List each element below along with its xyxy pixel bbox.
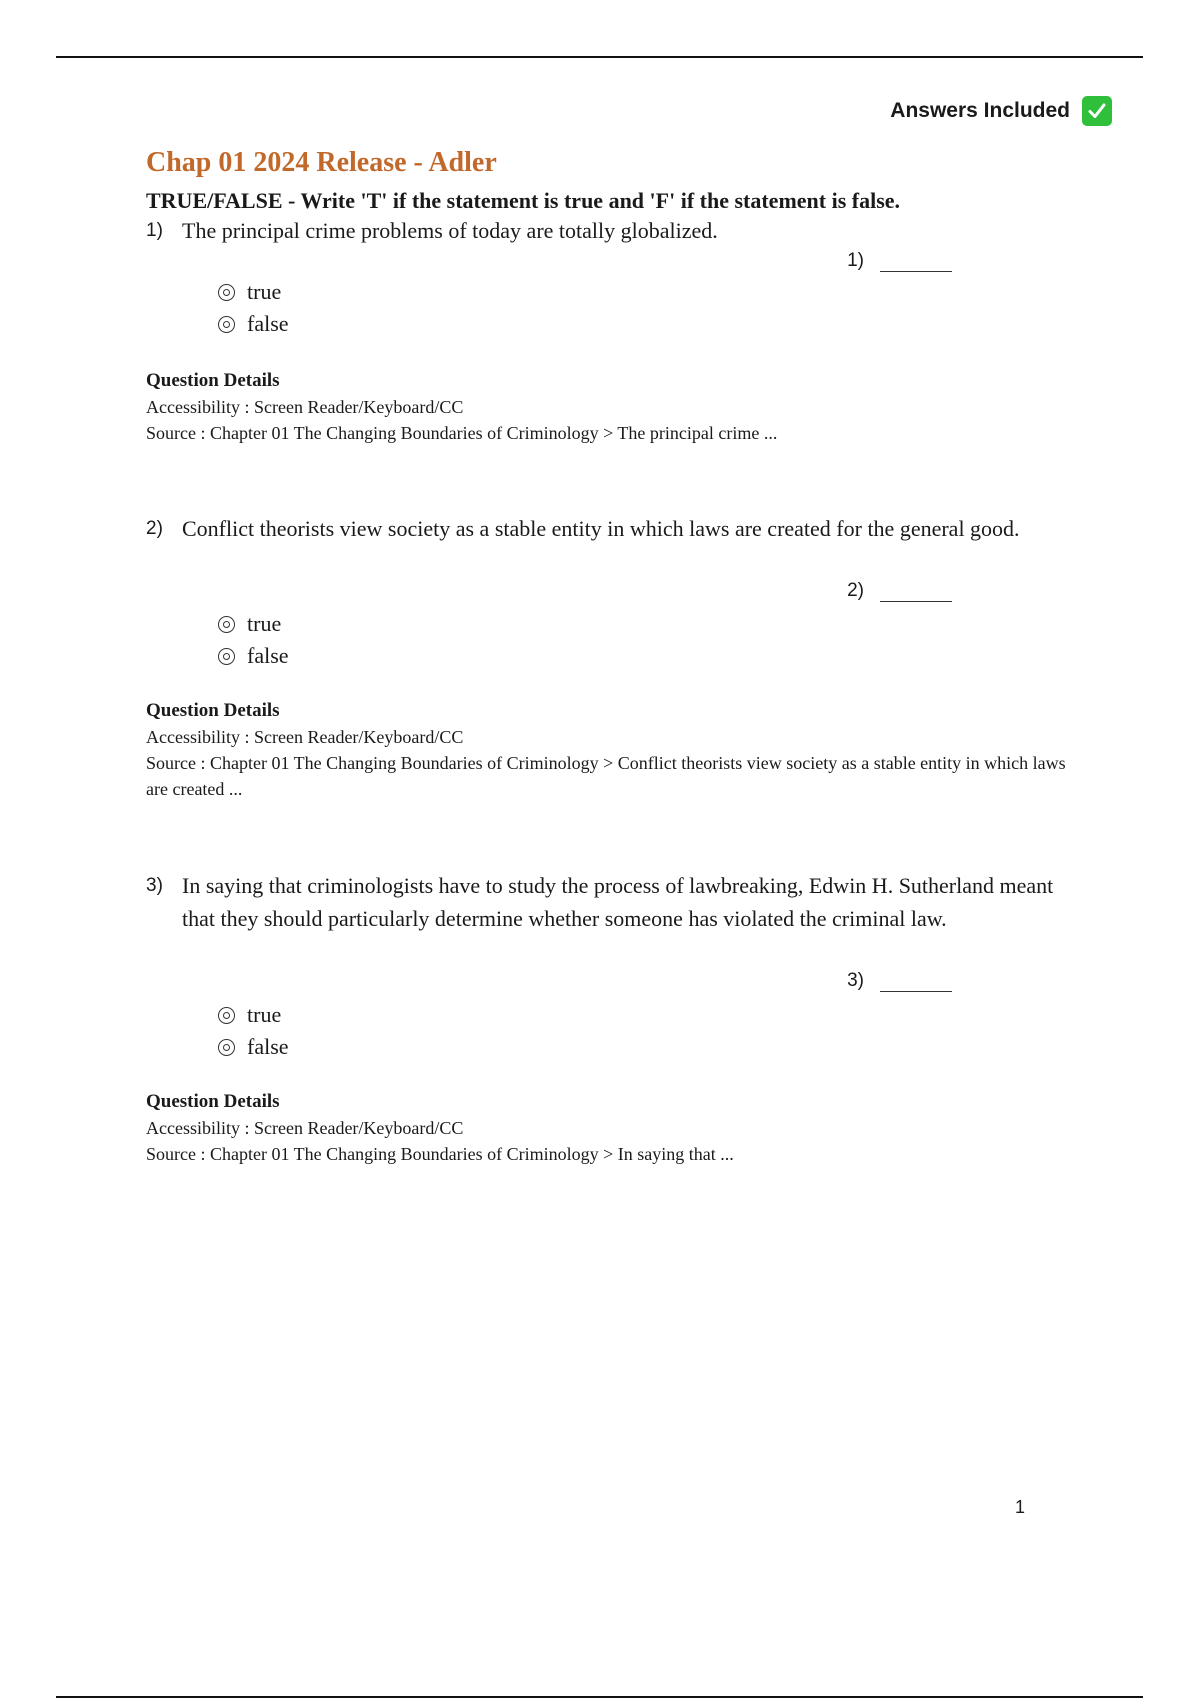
radio-icon[interactable] bbox=[218, 284, 235, 301]
question-text: In saying that criminologists have to study the process of lawbreaking, Edwin H. Sutherland meant that they should particularly determine whether someone has violated the criminal law. bbox=[182, 873, 1054, 931]
answer-line[interactable] bbox=[880, 975, 952, 992]
radio-icon[interactable] bbox=[218, 1007, 235, 1024]
question-text: The principal crime problems of today are totally globalized. bbox=[182, 218, 718, 243]
details-accessibility: Accessibility : Screen Reader/Keyboard/CC bbox=[146, 727, 464, 747]
answer-label: 3) bbox=[847, 970, 864, 991]
option-true[interactable] bbox=[218, 276, 289, 308]
option-label: true bbox=[247, 279, 282, 304]
answers-included-label: Answers Included bbox=[890, 99, 1070, 122]
answer-options bbox=[218, 276, 289, 340]
option-label: false bbox=[247, 1034, 289, 1059]
radio-icon[interactable] bbox=[218, 316, 235, 333]
document-title: Chap 01 2024 Release - Adler bbox=[146, 147, 497, 178]
details-title: Question Details bbox=[146, 370, 280, 391]
option-label: true bbox=[247, 611, 282, 636]
answers-included-badge bbox=[890, 96, 1112, 126]
question-details bbox=[146, 368, 1086, 446]
question-text: Conflict theorists view society as a stable entity in which laws are created for the general good. bbox=[182, 516, 1020, 541]
details-source: Source : Chapter 01 The Changing Boundaries of Criminology > Conflict theorists view society as a stable entity in which laws are created ... bbox=[146, 753, 1066, 799]
answer-label: 2) bbox=[847, 580, 864, 601]
radio-icon[interactable] bbox=[218, 648, 235, 665]
answer-options bbox=[218, 999, 289, 1063]
check-mark-icon bbox=[1082, 96, 1112, 126]
details-source: Source : Chapter 01 The Changing Boundaries of Criminology > In saying that ... bbox=[146, 1144, 734, 1164]
answer-blank[interactable] bbox=[847, 250, 952, 272]
document-header bbox=[146, 145, 1086, 215]
question-details bbox=[146, 1089, 1086, 1167]
question-1 bbox=[146, 214, 1086, 443]
option-true[interactable] bbox=[218, 999, 289, 1031]
top-rule bbox=[56, 56, 1143, 58]
page-number: 1 bbox=[1015, 1497, 1026, 1517]
radio-icon[interactable] bbox=[218, 616, 235, 633]
option-false[interactable] bbox=[218, 640, 289, 672]
option-false[interactable] bbox=[218, 308, 289, 340]
details-title: Question Details bbox=[146, 1091, 280, 1112]
instructions: TRUE/FALSE - Write 'T' if the statement is true and 'F' if the statement is false. bbox=[146, 188, 901, 213]
bottom-rule bbox=[56, 1696, 1143, 1698]
question-2 bbox=[146, 512, 1086, 799]
question-stem bbox=[146, 869, 1086, 935]
answer-blank[interactable] bbox=[847, 970, 952, 992]
option-label: false bbox=[247, 311, 289, 336]
question-number: 3) bbox=[146, 875, 163, 896]
question-details bbox=[146, 698, 1086, 802]
radio-icon[interactable] bbox=[218, 1039, 235, 1056]
option-true[interactable] bbox=[218, 608, 289, 640]
question-3 bbox=[146, 869, 1086, 1164]
details-accessibility: Accessibility : Screen Reader/Keyboard/CC bbox=[146, 397, 464, 417]
details-accessibility: Accessibility : Screen Reader/Keyboard/CC bbox=[146, 1118, 464, 1138]
question-stem bbox=[146, 512, 1086, 545]
details-title: Question Details bbox=[146, 700, 280, 721]
answer-label: 1) bbox=[847, 250, 864, 271]
question-stem bbox=[146, 214, 1086, 247]
option-label: false bbox=[247, 643, 289, 668]
details-source: Source : Chapter 01 The Changing Boundaries of Criminology > The principal crime ... bbox=[146, 423, 778, 443]
question-number: 2) bbox=[146, 518, 163, 539]
question-number: 1) bbox=[146, 220, 163, 241]
option-false[interactable] bbox=[218, 1031, 289, 1063]
answer-line[interactable] bbox=[880, 255, 952, 272]
answer-line[interactable] bbox=[880, 585, 952, 602]
option-label: true bbox=[247, 1002, 282, 1027]
answer-blank[interactable] bbox=[847, 580, 952, 602]
answer-options bbox=[218, 608, 289, 672]
